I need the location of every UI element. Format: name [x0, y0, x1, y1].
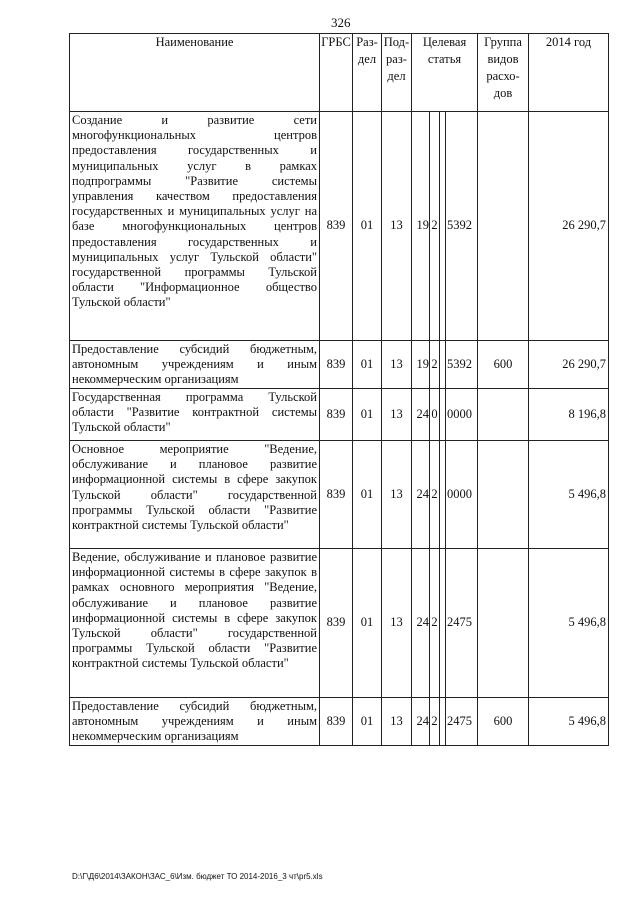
row-grbs: 839: [320, 389, 353, 441]
table-row: [70, 698, 609, 746]
row-target-part2: 2: [430, 698, 440, 746]
header-year-2014: 2014 год: [529, 34, 609, 112]
row-name: Предоставление субсидий бюджетным, автономным учреждениям и иным некоммерческим организациям: [70, 341, 320, 389]
table-header-row: [70, 34, 609, 112]
page-number: 326: [331, 15, 351, 30]
row-name: Государственная программа Тульской области "Развитие контрактной системы Тульской области": [70, 389, 320, 441]
row-expense-group: [478, 389, 529, 441]
row-razdel: 01: [353, 549, 382, 698]
row-target-part4: 5392: [446, 112, 478, 341]
row-target-part4: 0000: [446, 441, 478, 549]
row-target-part2: 2: [430, 549, 440, 698]
row-target-part4: 2475: [446, 549, 478, 698]
row-target-part1: 24: [412, 389, 430, 441]
row-razdel: 01: [353, 389, 382, 441]
row-amount: 5 496,8: [529, 698, 609, 746]
row-target-part4: 0000: [446, 389, 478, 441]
row-expense-group: 600: [478, 698, 529, 746]
row-amount: 8 196,8: [529, 389, 609, 441]
row-expense-group: 600: [478, 341, 529, 389]
table-row: [70, 441, 609, 549]
header-podrazdel: Под- раз- дел: [382, 34, 412, 112]
row-grbs: 839: [320, 112, 353, 341]
row-amount: 26 290,7: [529, 341, 609, 389]
row-razdel: 01: [353, 112, 382, 341]
row-podrazdel: 13: [382, 698, 412, 746]
row-target-part4: 5392: [446, 341, 478, 389]
row-name: Ведение, обслуживание и плановое развитие информационной системы в сфере закупок в рамках основного мероприятия "Ведение, обслуживание и плановое развитие информационной системы в сфере закупок Тульской области" государственной программы Тульской области "Развитие контрактной системы Тульской области": [70, 549, 320, 698]
header-razdel: Раз- дел: [353, 34, 382, 112]
table-row: [70, 112, 609, 341]
row-target-part1: 24: [412, 698, 430, 746]
header-target-article: Целевая статья: [412, 34, 478, 112]
row-target-part1: 19: [412, 112, 430, 341]
row-razdel: 01: [353, 698, 382, 746]
budget-table: [69, 33, 609, 746]
header-name: Наименование: [70, 34, 320, 112]
row-expense-group: [478, 441, 529, 549]
row-grbs: 839: [320, 441, 353, 549]
row-target-part2: 2: [430, 112, 440, 341]
row-name: Основное мероприятие "Ведение, обслуживание и плановое развитие информационной системы в сфере закупок Тульской области" государственной программы Тульской области "Развитие контрактной системы Тульской области": [70, 441, 320, 549]
row-target-part1: 24: [412, 549, 430, 698]
row-name: Предоставление субсидий бюджетным, автономным учреждениям и иным некоммерческим организациям: [70, 698, 320, 746]
row-expense-group: [478, 549, 529, 698]
row-grbs: 839: [320, 549, 353, 698]
row-expense-group: [478, 112, 529, 341]
table-row: [70, 341, 609, 389]
row-target-part2: 2: [430, 441, 440, 549]
header-expense-group: Группа видов расхо- дов: [478, 34, 529, 112]
table-row: [70, 549, 609, 698]
header-grbs: ГРБС: [320, 34, 353, 112]
row-grbs: 839: [320, 698, 353, 746]
row-target-part4: 2475: [446, 698, 478, 746]
row-podrazdel: 13: [382, 549, 412, 698]
table-row: [70, 389, 609, 441]
row-amount: 5 496,8: [529, 441, 609, 549]
row-razdel: 01: [353, 441, 382, 549]
row-amount: 5 496,8: [529, 549, 609, 698]
row-name: Создание и развитие сети многофункциональных центров предоставления государственных и муниципальных услуг в рамках подпрограммы "Развитие системы управления качеством предоставления государственных и муниципальных услуг на базе многофункциональных центров предоставления государственных и муниципальных услуг Тульской области" государственной программы Тульской области "Информационное общество Тульской области": [70, 112, 320, 341]
row-target-part2: 2: [430, 341, 440, 389]
row-amount: 26 290,7: [529, 112, 609, 341]
row-podrazdel: 13: [382, 389, 412, 441]
row-grbs: 839: [320, 341, 353, 389]
row-podrazdel: 13: [382, 341, 412, 389]
file-path-footer: D:\Г\Д6\2014\ЗАКОН\ЗАС_6\Изм. бюджет ТО 2014-2016_3 чт\pr5.xls: [72, 872, 323, 881]
row-target-part1: 24: [412, 441, 430, 549]
row-target-part1: 19: [412, 341, 430, 389]
row-podrazdel: 13: [382, 112, 412, 341]
row-target-part2: 0: [430, 389, 440, 441]
row-podrazdel: 13: [382, 441, 412, 549]
row-razdel: 01: [353, 341, 382, 389]
